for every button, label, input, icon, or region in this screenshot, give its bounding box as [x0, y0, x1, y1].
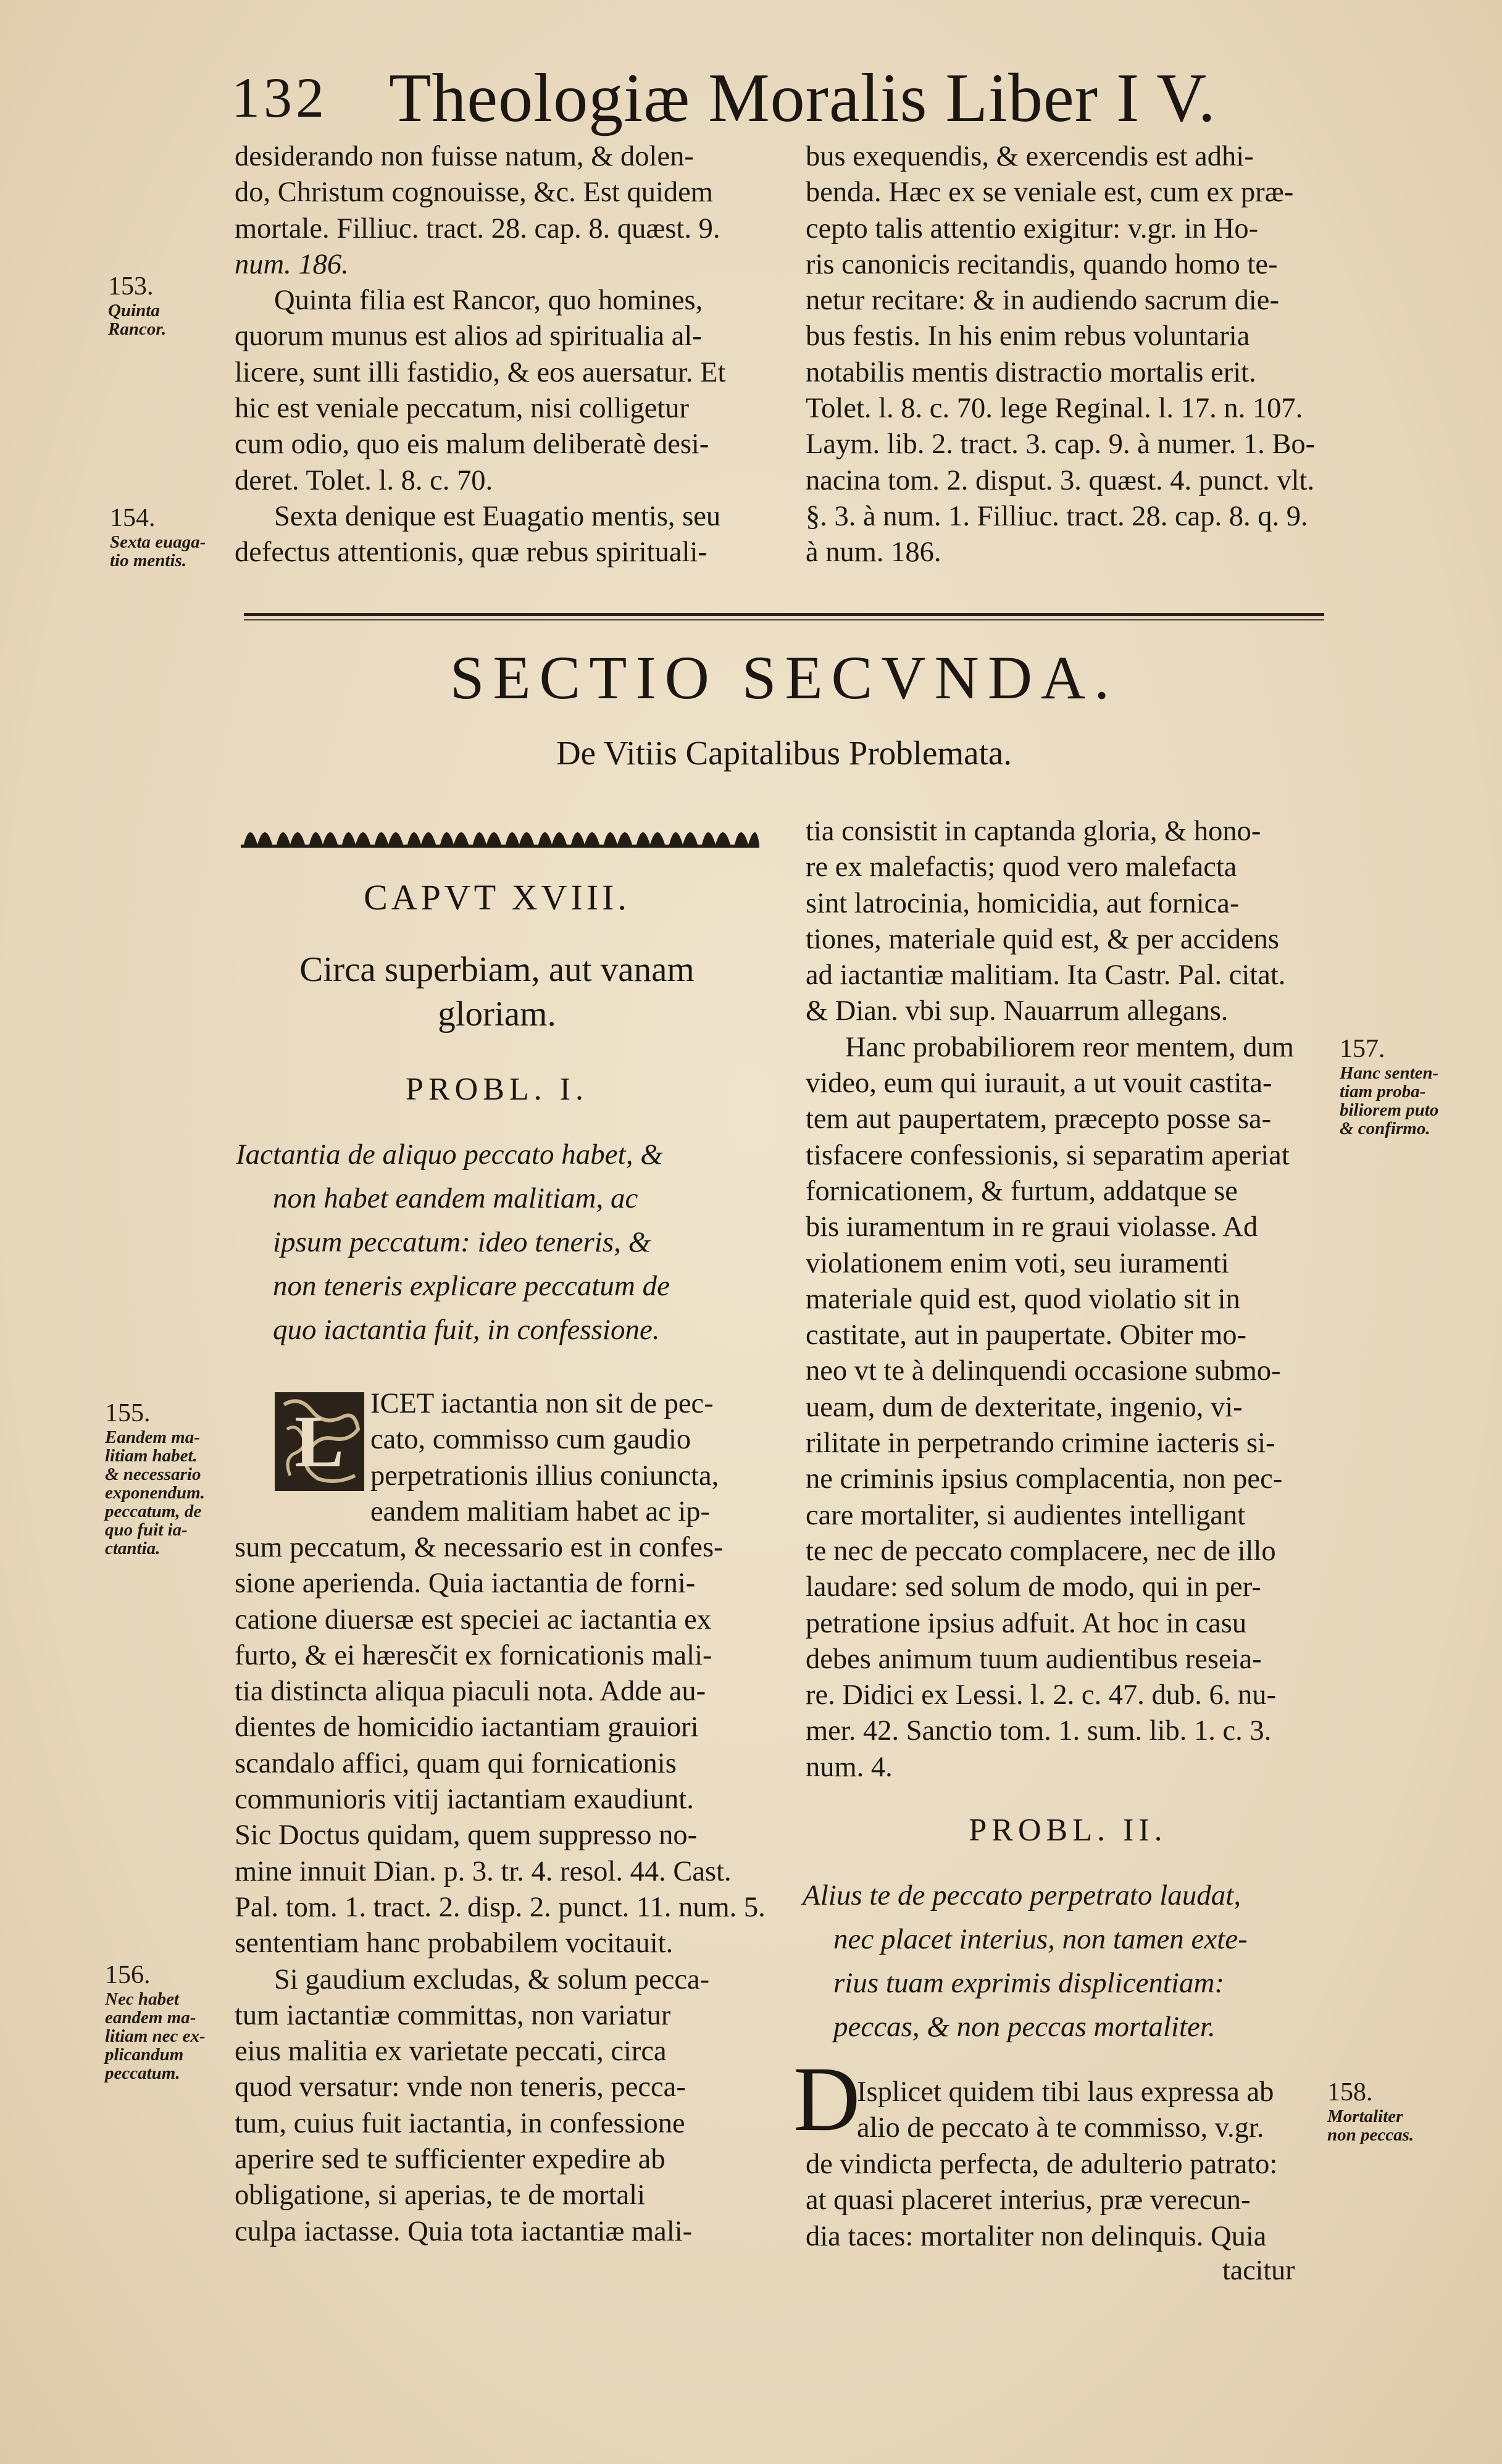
drop-cap-D: D — [793, 2048, 861, 2150]
margin-text: litiam nec ex- — [105, 2026, 206, 2046]
text-line: Sic Doctus quidam, quem suppresso no- — [235, 1819, 698, 1852]
text-line: te nec de peccato complacere, nec de illo — [806, 1535, 1276, 1567]
text-line: re. Didici ex Lessi. l. 2. c. 47. dub. 6. nu- — [806, 1679, 1276, 1711]
margin-number: 157. — [1340, 1035, 1385, 1063]
text-line: cum odio, quo eis malum deliberatè desi- — [235, 428, 709, 461]
text-line: sione aperienda. Quia iactantia de forni- — [235, 1568, 696, 1600]
margin-number: 158. — [1327, 2078, 1373, 2107]
thesis-line: peccas, & non peccas mortaliter. — [833, 2011, 1216, 2043]
margin-note-155 — [105, 1398, 228, 1558]
thesis-line: rius tuam exprimis displicentiam: — [833, 1967, 1225, 1999]
page-number: 132 — [232, 66, 328, 129]
thesis-line: ipsum peccatum: ideo teneris, & — [273, 1226, 651, 1258]
text-line: re ex malefactis; quod vero malefacta — [806, 851, 1237, 883]
text-line: video, eum qui iurauit, a ut vouit castita- — [806, 1067, 1272, 1100]
text-line: bus festis. In his enim rebus voluntaria — [806, 320, 1250, 353]
text-line: care mortaliter, si audientes intelligant — [806, 1499, 1246, 1531]
text-line: sententiam hanc probabilem vocitauit. — [235, 1927, 674, 1960]
section-rule — [244, 613, 1324, 616]
text-line: defectus attentionis, quæ rebus spirituali- — [235, 537, 707, 569]
text-line: alio de peccato à te commisso, v.gr. — [857, 2112, 1264, 2144]
margin-text: Hanc senten- — [1340, 1063, 1439, 1083]
margin-text: Quinta — [108, 301, 160, 320]
text-line: Si gaudium excludas, & solum pecca- — [274, 1963, 710, 1995]
text-line: cato, commisso cum gaudio — [370, 1424, 691, 1456]
chapter-title: CAPVT XVIII. — [364, 877, 630, 917]
text-line: furto, & ei hæresčit ex fornicationis mali- — [235, 1639, 712, 1671]
text-line: num. 186. — [235, 248, 349, 280]
text-line: tem aut paupertatem, præcepto posse sa- — [806, 1103, 1272, 1135]
text-line: tia consistit in captanda gloria, & hono- — [806, 816, 1261, 847]
margin-note-154 — [110, 503, 227, 570]
text-line: tiones, materiale quid est, & per accidens — [806, 923, 1279, 955]
margin-text: Mortaliter — [1327, 2107, 1403, 2126]
text-line: neo vt te à delinquendi occasione submo- — [806, 1355, 1281, 1387]
chapter-subtitle-line: gloriam. — [438, 995, 556, 1034]
margin-text: tio mentis. — [110, 551, 187, 570]
body-left-column — [235, 1530, 766, 2250]
section-subtitle: De Vitiis Capitalibus Problemata. — [556, 734, 1012, 772]
text-line: rilitate in perpetrando crimine iacteris si- — [806, 1427, 1275, 1460]
text-line: sum peccatum, & necessario est in confes- — [235, 1532, 724, 1563]
margin-text: biliorem puto — [1340, 1100, 1439, 1120]
text-line: tum, cuius fuit iactantia, in confessione — [235, 2107, 685, 2139]
text-line: & Dian. vbi sup. Nauarrum allegans. — [806, 995, 1229, 1027]
text-line: perpetrationis illius coniuncta, — [370, 1460, 719, 1492]
body-right-column — [806, 814, 1337, 1785]
text-line: materiale quid est, quod violatio sit in — [806, 1283, 1240, 1315]
text-line: eius malitia ex varietate peccati, circa — [235, 2036, 667, 2068]
margin-text: quo fuit ia- — [105, 1520, 188, 1540]
thesis-line: Iactantia de aliquo peccato habet, & — [236, 1138, 663, 1171]
text-line: communioris vitij iactantiam exaudiunt. — [235, 1784, 694, 1816]
chapter-subtitle-line: Circa superbiam, aut vanam — [299, 950, 695, 989]
margin-text: peccatum, de — [105, 1501, 202, 1521]
text-line: quorum munus est alios ad spiritualia al- — [235, 320, 702, 353]
text-line: nacina tom. 2. disput. 3. quæst. 4. punct. vlt. — [806, 464, 1315, 496]
text-line: benda. Hæc ex se veniale est, cum ex præ- — [806, 177, 1294, 209]
text-line: eandem malitiam habet ac ip- — [370, 1495, 711, 1527]
text-line: Sexta denique est Euagatio mentis, seu — [274, 500, 721, 532]
problem-2-thesis — [803, 1874, 1346, 2049]
margin-text: Rancor. — [108, 319, 167, 339]
text-line: debes animum tuum audientibus reseia- — [806, 1643, 1262, 1675]
text-line: bis iuramentum in re graui violasse. Ad — [806, 1211, 1258, 1243]
text-line: Isplicet quidem tibi laus expressa ab — [857, 2076, 1274, 2108]
text-line: ne criminis ipsius complacentia, non pec- — [806, 1463, 1283, 1495]
margin-number: 155. — [105, 1399, 151, 1427]
catchword: tacitur — [1222, 2254, 1295, 2286]
text-line: ICET iactantia non sit de pec- — [370, 1388, 714, 1419]
text-line: aperire sed te sufficienter expedire ab — [235, 2144, 665, 2176]
section-title: SECTIO SECVNDA. — [449, 643, 1119, 712]
text-line: Laym. lib. 2. tract. 3. cap. 9. à numer. 1. Bo- — [806, 428, 1316, 461]
text-line: netur recitare: & in audiendo sacrum die- — [806, 285, 1279, 317]
dropcap-lines-left — [370, 1386, 766, 1530]
text-line: tisfacere confessionis, si separatim aperiat — [806, 1139, 1290, 1171]
running-title: Theologiæ Moralis Liber I V. — [389, 60, 1216, 136]
text-line: dientes de homicidio iactantiam grauiori — [235, 1711, 699, 1744]
thesis-line: non teneris explicare peccatum de — [273, 1270, 670, 1302]
margin-text: non peccas. — [1327, 2125, 1414, 2145]
text-line: §. 3. à num. 1. Filliuc. tract. 28. cap. 8. q. 9. — [806, 500, 1308, 532]
text-line: Hanc probabiliorem reor mentem, dum — [845, 1031, 1294, 1063]
text-line: ad iactantiæ malitiam. Ita Castr. Pal. citat. — [806, 959, 1286, 992]
text-line: cepto talis attentio exigitur: v.gr. in Ho- — [806, 212, 1259, 244]
margin-text: eandem ma- — [105, 2008, 196, 2028]
chapter-subtitle — [241, 948, 753, 1037]
text-line: at quasi placeret interius, præ verecun- — [806, 2184, 1251, 2216]
section-rule-thin — [244, 619, 1324, 620]
text-line: quod versatur: vnde non teneris, pecca- — [235, 2071, 686, 2103]
drop-cap-L — [275, 1392, 364, 1491]
text-line: dia taces: mortaliter non delinquis. Quia — [806, 2220, 1267, 2252]
text-line: tia distincta aliqua piaculi nota. Adde au- — [235, 1676, 706, 1708]
text-line: ueam, dum de dexteritate, ingenio, vi- — [806, 1391, 1243, 1423]
text-line: desiderando non fuisse natum, & dolen- — [235, 141, 694, 172]
text-line: scandalo affici, quam qui fornicationis — [235, 1747, 677, 1779]
top-left-column — [235, 139, 766, 571]
text-line: tum iactantiæ committas, non variatur — [235, 1999, 671, 2031]
text-line: violationem enim voti, seu iuramenti — [806, 1247, 1229, 1279]
margin-note-158 — [1327, 2078, 1469, 2144]
thesis-line: nec placet interius, non tamen exte- — [833, 1923, 1248, 1955]
margin-text: peccatum. — [105, 2063, 180, 2083]
fleuron-ornament — [238, 814, 762, 851]
text-line: deret. Tolet. l. 8. c. 70. — [235, 464, 493, 496]
text-line: culpa iactasse. Quia tota iactantiæ mali- — [235, 2215, 693, 2247]
text-line: Tolet. l. 8. c. 70. lege Reginal. l. 17. n. 107. — [806, 393, 1303, 425]
margin-text: tiam proba- — [1340, 1082, 1426, 1101]
text-line: petratione ipsius adfuit. At hoc in casu — [806, 1607, 1247, 1639]
top-right-column — [806, 139, 1337, 571]
text-line: laudare: sed solum de modo, qui in per- — [806, 1571, 1261, 1603]
margin-text: & necessario — [105, 1464, 201, 1484]
margin-number: 154. — [110, 504, 156, 532]
text-line: Pal. tom. 1. tract. 2. disp. 2. punct. 11. num. 5. — [235, 1891, 766, 1923]
margin-text: Eandem ma- — [105, 1427, 200, 1447]
margin-text: exponendum. — [105, 1483, 205, 1503]
text-line: num. 4. — [806, 1751, 893, 1783]
thesis-line: non habet eandem malitiam, ac — [273, 1182, 638, 1214]
text-line: mine innuit Dian. p. 3. tr. 4. resol. 44. Cast. — [235, 1855, 732, 1887]
text-line: catione diuersæ est speciei ac iactantia ex — [235, 1603, 712, 1635]
text-line: castitate, aut in paupertate. Obiter mo- — [806, 1319, 1247, 1351]
body-right-column-2 — [806, 2147, 1337, 2255]
text-line: fornicationem, & furtum, addatque se — [806, 1175, 1238, 1207]
text-line: mortale. Filliuc. tract. 28. cap. 8. quæst. 9. — [235, 212, 720, 244]
margin-text: plicandum — [105, 2045, 184, 2065]
text-line: mer. 42. Sanctio tom. 1. sum. lib. 1. c. 3. — [806, 1715, 1272, 1747]
text-line: sint latrocinia, homicidia, aut fornica- — [806, 887, 1240, 919]
text-line: de vindicta perfecta, de adulterio patrato: — [806, 2149, 1278, 2180]
text-line: licere, sunt illi fastidio, & eos auersatur. Et — [235, 356, 726, 388]
problem-2-title: PROBL. II. — [969, 1813, 1167, 1848]
margin-note-156 — [105, 1960, 228, 2082]
thesis-line: quo iactantia fuit, in confessione. — [273, 1314, 660, 1346]
text-line: à num. 186. — [806, 537, 941, 569]
margin-text: Nec habet — [105, 1989, 179, 2009]
text-line: obligatione, si aperias, te de mortali — [235, 2179, 646, 2211]
dropcap-lines-right — [857, 2074, 1338, 2147]
margin-note-153 — [108, 272, 207, 338]
drop-cap-letter: L — [294, 1400, 344, 1482]
text-line: bus exequendis, & exercendis est adhi- — [806, 141, 1254, 172]
text-line: Quinta filia est Rancor, quo homines, — [274, 285, 703, 317]
text-line: do, Christum cognouisse, &c. Est quidem — [235, 177, 713, 209]
margin-text: Sexta euaga- — [110, 532, 206, 552]
running-head — [232, 59, 1219, 139]
margin-text: litiam habet. — [105, 1446, 198, 1466]
margin-text: ctantia. — [105, 1539, 161, 1558]
text-line: ris canonicis recitandis, quando homo te- — [806, 248, 1278, 280]
problem-1-thesis — [236, 1133, 767, 1352]
text-line: hic est veniale peccatum, nisi colligetur — [235, 393, 689, 425]
thesis-line: Alius te de peccato perpetrato laudat, — [803, 1879, 1241, 1911]
margin-number: 153. — [108, 272, 154, 301]
problem-1-title: PROBL. I. — [406, 1072, 588, 1107]
margin-text: & confirmo. — [1340, 1119, 1430, 1138]
margin-note-157 — [1340, 1034, 1463, 1138]
text-line: notabilis mentis distractio mortalis erit. — [806, 356, 1256, 388]
margin-number: 156. — [105, 1961, 151, 1989]
